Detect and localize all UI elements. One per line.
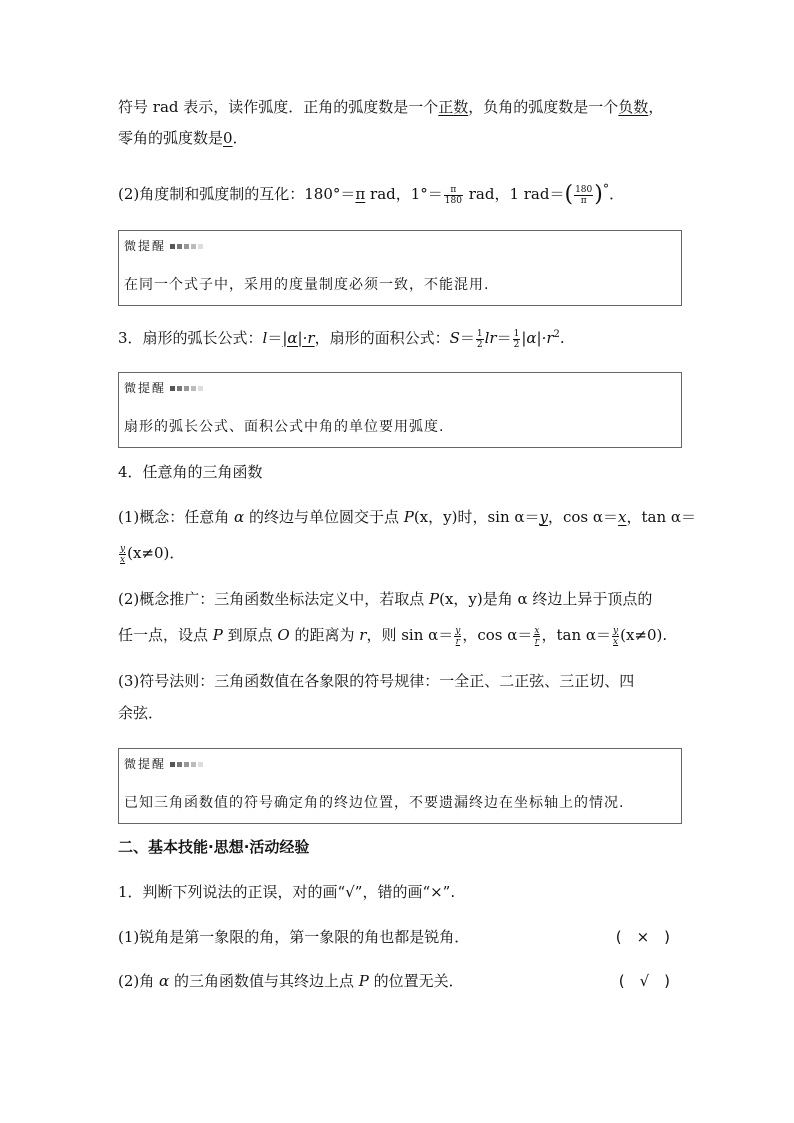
paragraph-generalization-cont: 任一点，设点 P 到原点 O 的距离为 r，则 sin α＝ $\frac{y}{r}$ ，cos α＝ $\frac{x}{r}$ ，tan α＝ $\frac{y}{x}$ (x≠0). — [118, 625, 668, 647]
tip-header: 微提醒 — [124, 379, 205, 396]
degree-sign: ° — [602, 181, 610, 196]
answer-negative: 负数 — [618, 98, 649, 116]
text: 3．扇形的弧长公式： — [118, 329, 263, 347]
paragraph-generalization: (2)概念推广：三角函数坐标法定义中，若取点 P(x，y)是角 α 终边上异于顶点的 — [118, 590, 653, 608]
dots-icon — [170, 239, 205, 253]
answer-pi: π — [355, 185, 366, 203]
text: ． — [609, 185, 625, 203]
question-item-1: (1)锐角是第一象限的角，第一象限的角也都是锐角． ( × ) — [118, 928, 670, 946]
answer-arc-length: |α|·r — [282, 329, 315, 347]
paragraph-zero-angle — [118, 127, 248, 149]
fraction-half: $\frac{1}{2}$ — [513, 328, 520, 350]
text: ． — [232, 129, 248, 147]
text: ，负角的弧度数是一个 — [468, 98, 619, 116]
answer-y: y — [539, 508, 548, 526]
dots-icon — [170, 757, 205, 771]
var-l: l — [262, 329, 268, 347]
fraction-y-over-x: $\frac{y}{x}$ — [120, 543, 126, 565]
text: ， — [648, 98, 664, 116]
paragraph-sign-rule: (3)符号法则：三角函数值在各象限的符号规律：一全正、二正弦、三正切、四 — [118, 672, 635, 690]
text: rad，1 rad＝ — [463, 185, 565, 203]
dots-icon — [170, 381, 205, 395]
fraction-y-over-r: $\frac{y}{r}$ — [455, 625, 461, 647]
paragraph-concept-cont: $\frac{y}{x}$ (x≠0)． — [120, 543, 185, 565]
fraction-half: $\frac{1}{2}$ — [476, 328, 483, 350]
tip-header: 微提醒 — [124, 755, 205, 772]
answer-x: x — [618, 508, 627, 526]
var-S: S — [449, 329, 460, 347]
answer-mark-cross: ( × ) — [615, 928, 670, 946]
fraction-180-over-pi: $\frac{180}{\pi}$ — [575, 184, 593, 206]
tip-header: 微提醒 — [124, 237, 205, 254]
question-item-2: (2)角 α 的三角函数值与其终边上点 P 的位置无关． ( √ ) — [118, 972, 670, 990]
section-heading-trig: 4．任意角的三角函数 — [118, 463, 263, 481]
question-instruction: 1．判断下列说法的正误，对的画“√”，错的画“×”. — [118, 883, 456, 901]
text: 符号 rad 表示，读作弧度．正角的弧度数是一个 — [118, 98, 439, 116]
tip-box — [118, 230, 682, 306]
paragraph-conversion — [118, 178, 624, 206]
fraction-y-over-x: $\frac{y}{x}$ — [613, 625, 619, 647]
text: rad，1°＝ — [365, 185, 443, 203]
paragraph-sign-rule-cont: 余弦． — [118, 704, 164, 722]
tip-body: 在同一个式子中，采用的度量制度必须一致，不能混用. — [124, 277, 490, 293]
text: (2)角度制和弧度制的互化：180°＝ — [118, 185, 356, 203]
section-title-basic-skills: 二、基本技能·思想·活动经验 — [118, 838, 310, 856]
fraction-pi-over-180: $\frac{\pi}{180}$ — [444, 184, 462, 206]
answer-positive: 正数 — [438, 98, 469, 116]
fraction-x-over-r: $\frac{x}{r}$ — [534, 625, 540, 647]
open-paren: ( — [564, 182, 574, 207]
paragraph-sector-formulas: 3．扇形的弧长公式：l＝|α|·r，扇形的面积公式：S＝ $\frac{1}{2}$ lr＝ $\frac{1}{2}$ $|\alpha|\cdot r^2$. — [118, 328, 565, 350]
tip-body: 已知三角函数值的符号确定角的终边位置，不要遗漏终边在坐标轴上的情况. — [124, 795, 625, 811]
close-paren: ) — [594, 182, 603, 207]
paragraph-concept: (1)概念：任意角 α 的终边与单位圆交于点 P(x，y)时，sin α＝y，cos α＝x，tan α＝ — [118, 508, 697, 526]
tip-box — [118, 372, 682, 448]
tip-body: 扇形的弧长公式、面积公式中角的单位要用弧度. — [124, 419, 445, 435]
paragraph-radian-definition — [118, 96, 663, 118]
answer-mark-check: ( √ ) — [618, 972, 670, 990]
tip-box — [118, 748, 682, 824]
text: 零角的弧度数是 — [118, 129, 224, 147]
answer-zero: 0 — [223, 129, 233, 147]
